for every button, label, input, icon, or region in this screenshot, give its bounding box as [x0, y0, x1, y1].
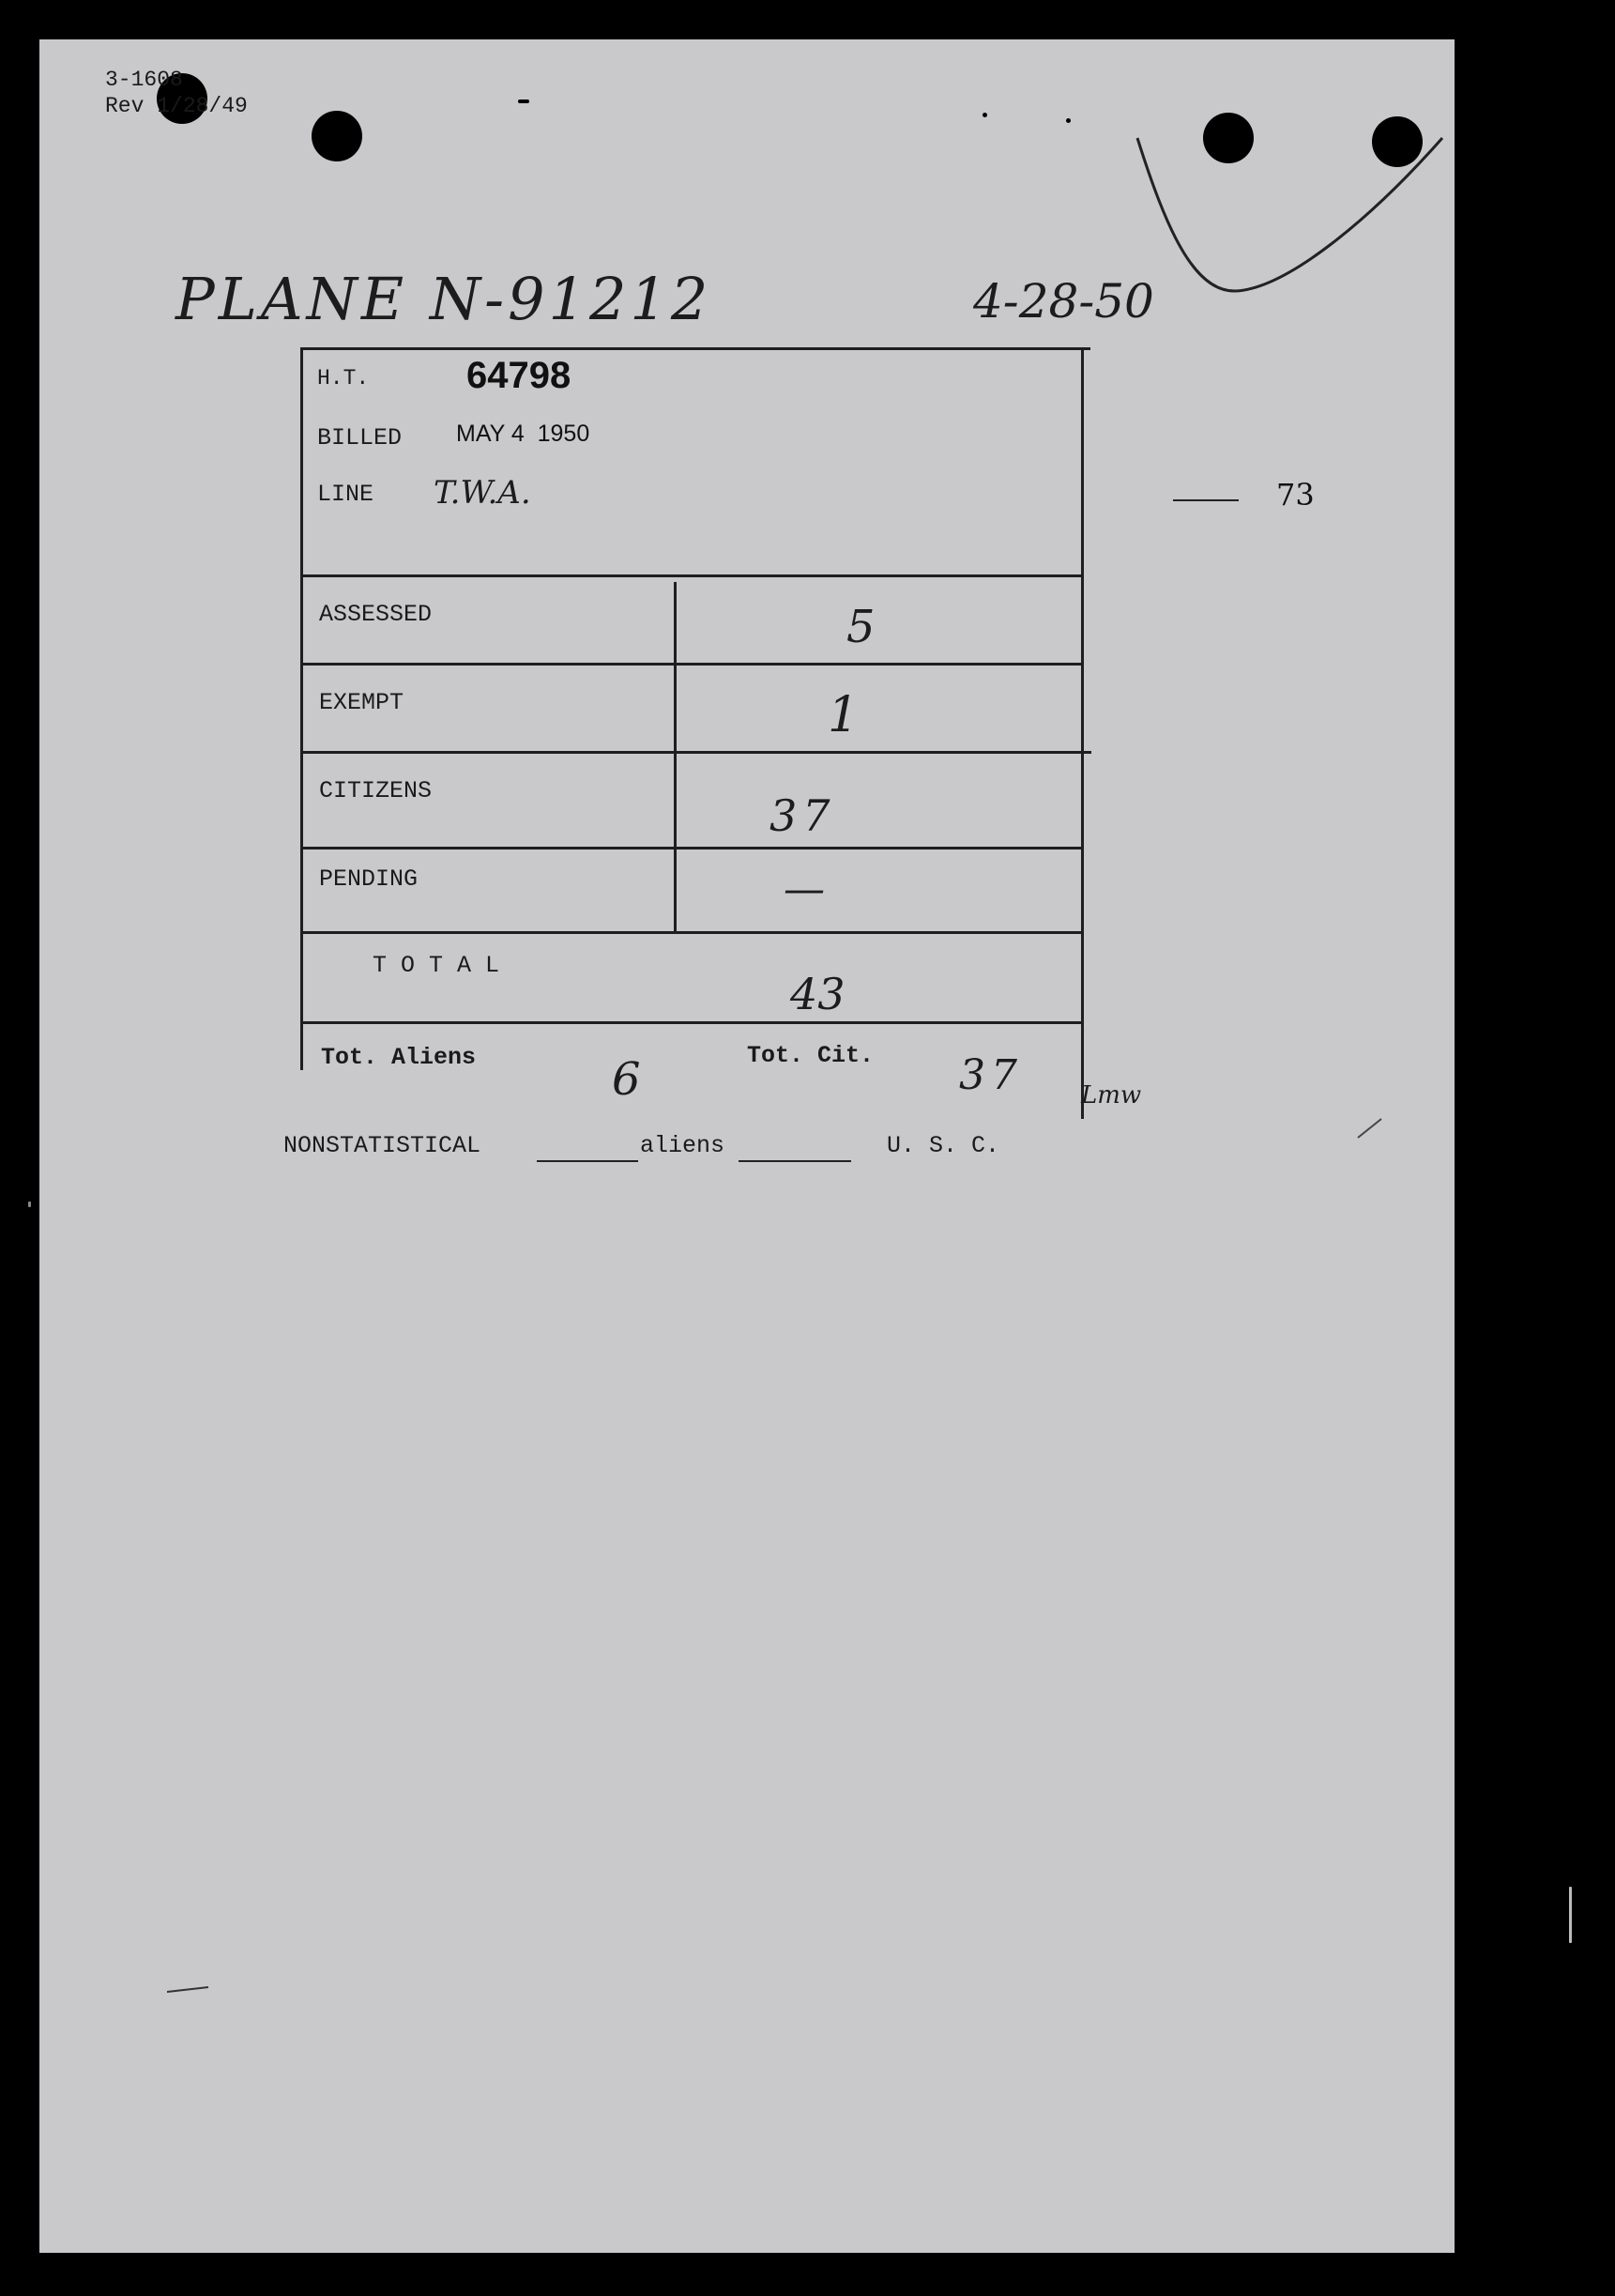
nonstatistical-blank — [537, 1160, 638, 1162]
form-revision: Rev 1/28/49 — [105, 94, 248, 118]
row-divider — [300, 847, 1084, 850]
plane-number: PLANE N-91212 — [175, 265, 712, 333]
assessed-label: ASSESSED — [319, 601, 433, 628]
edge-mark — [1569, 1887, 1572, 1943]
edge-mark — [28, 1202, 31, 1207]
line-value: T.W.A. — [434, 474, 531, 512]
ht-label: H.T. — [317, 366, 370, 390]
row-divider — [300, 574, 1084, 577]
row-divider — [300, 1021, 1084, 1024]
assessed-value: 5 — [846, 601, 876, 653]
citizens-value: 37 — [769, 790, 836, 841]
table-right-border — [1081, 347, 1084, 1119]
nonstatistical-label: NONSTATISTICAL — [283, 1132, 481, 1159]
row-divider — [300, 751, 1091, 754]
total-label: T O T A L — [373, 952, 500, 979]
billed-date: MAY 4 1950 — [456, 421, 590, 447]
total-citizens-label: Tot. Cit. — [747, 1042, 875, 1069]
line-label: LINE — [317, 481, 374, 508]
pending-value: — — [784, 865, 825, 913]
citizens-label: CITIZENS — [319, 777, 433, 804]
row-divider — [300, 931, 1084, 934]
page-number: 73 — [1276, 477, 1315, 513]
total-aliens-label: Tot. Aliens — [321, 1044, 477, 1071]
initials: Lmw — [1081, 1081, 1142, 1110]
table-top-border — [300, 347, 1090, 350]
row-divider — [300, 663, 1084, 666]
form-page — [39, 39, 1455, 2253]
aliens-blank — [739, 1160, 851, 1162]
exempt-label: EXEMPT — [319, 689, 404, 716]
check-mark-stroke — [39, 39, 1455, 2253]
column-divider — [674, 582, 677, 931]
pending-label: PENDING — [319, 865, 419, 893]
handwritten-date: 4-28-50 — [973, 274, 1154, 329]
form-number: 3-1608 — [105, 68, 183, 92]
ht-number: 64798 — [466, 355, 571, 396]
total-citizens-value: 37 — [959, 1051, 1023, 1099]
usc-label: U. S. C. — [887, 1132, 1000, 1159]
total-value: 43 — [790, 969, 846, 1019]
aliens-label: aliens — [640, 1132, 725, 1159]
exempt-value: 1 — [828, 687, 860, 743]
table-left-border — [300, 347, 303, 1070]
billed-label: BILLED — [317, 424, 403, 452]
total-aliens-value: 6 — [612, 1053, 641, 1106]
